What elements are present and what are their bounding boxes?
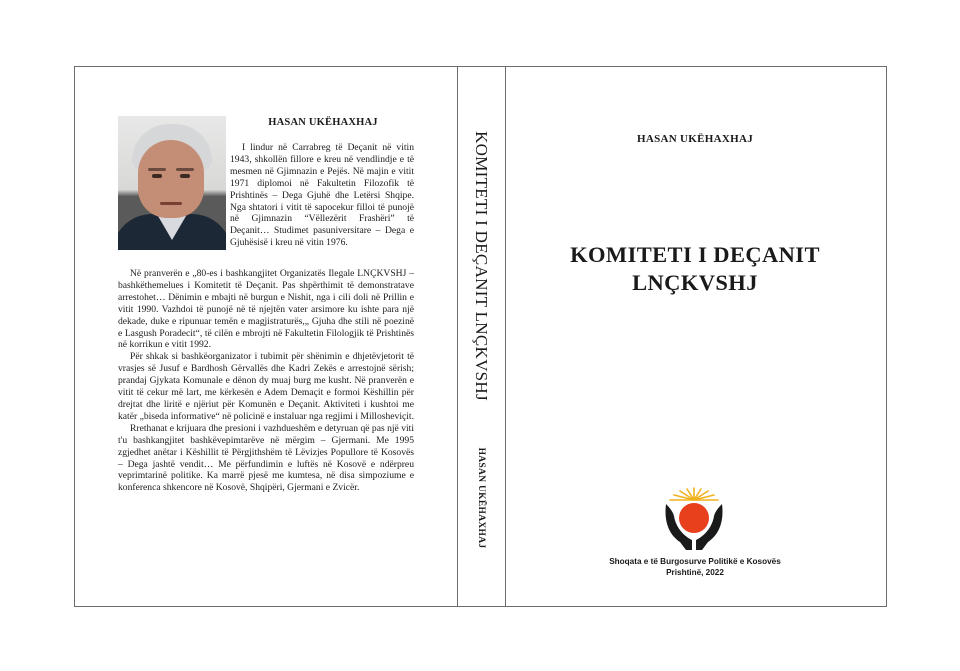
spine-left-edge bbox=[457, 66, 458, 607]
biography-paragraph-3: Për shkak si bashkëorganizator i tubimit për shënimin e dhjetëvjetorit të vrasjes së Jusuf e Bardhosh Gërvallës dhe Kadri Zekës e arrestojnë sërish; prandaj Gjykata Komunale e dënon dy muaj burg me kusht. Në pranverën e vitit të cekur më lart, me kërkesën e Adem Demaçit e formoi Këshillin për drejtat dhe liritë e njëriut për Komunën e Deçanit. Aktiviteti i kushtoi me katër „biseda informative“ në policinë e instaluar nga regjimi i Millosheviçit. bbox=[118, 351, 414, 422]
biography-paragraph-1: I lindur në Carrabreg të Deçanit në vitin 1943, shkollën fillore e kreu në vendlindje e të mesmen në Gjimnazin e Pejës. Në majin e vitit 1971 diplomoi në Fakultetin Filozofik të Prishtinës – Dega Gjuhë dhe Letërsi Shqipe. Nga shtatori i vitit të sapocekur filloi të punojë në Gjimnazin “Vëllezërit Frashëri” të Deçanit… Studimet pasuniversitare – Dega e Gjuhësisë i kreu në vitin 1976. bbox=[230, 142, 414, 249]
front-cover-author: HASAN UKËHAXHAJ bbox=[636, 133, 754, 145]
front-cover-title bbox=[540, 241, 850, 297]
biography-intro bbox=[230, 142, 414, 249]
title-line-2: LNÇKVSHJ bbox=[632, 270, 758, 295]
publisher-name: Shoqata e të Burgosurve Politikë e Kosovës bbox=[609, 557, 781, 566]
publisher-place-year: Prishtinë, 2022 bbox=[666, 568, 724, 577]
spine-title: KOMITETI I DEÇANIT LNÇKVSHJ bbox=[472, 131, 491, 401]
title-line-1: KOMITETI I DEÇANIT bbox=[570, 242, 820, 267]
biography-body bbox=[118, 268, 414, 494]
back-cover-author: HASAN UKËHAXHAJ bbox=[268, 117, 378, 128]
publisher-info bbox=[590, 556, 800, 578]
spine-author: HASAN UKËHAXHAJ bbox=[476, 447, 486, 549]
biography-paragraph-2: Në pranverën e „80-es i bashkangjitet Organizatës Ilegale LNÇKVSHJ – bashkëthemelues i Komitetit të Deçanit. Pas shpërthimit të demonstratave arrestohet… Dënimin e mbajti në burgun e Nishit, nga i cili doli në Prillin e vitit 1990. Vazhdoi të punojë në të njejtën vater arsimore ku ishte para një dekade, duke e ripunuar temën e magjistraturës,„ Gjuha dhe stili në poezinë e Lasgush Poradecit“, të cilën e mbrojti në Fakultetin Filologjik të Prishtinës në korrikun e vitit 1992. bbox=[118, 268, 414, 351]
author-portrait-photo bbox=[118, 116, 226, 250]
spine-right-edge bbox=[505, 66, 506, 607]
publisher-logo-icon bbox=[662, 486, 726, 552]
biography-paragraph-4: Rrethanat e krijuara dhe presioni i vazhdueshëm e detyruan që pas një viti t'u bashkangjitet bashkëvepimtarëve në mërgim – Gjermani. Me 1995 zgjedhet anëtar i Këshillit të Përgjithshëm të Lëvizjes Popullore të Kosovës – Dega jashtë vendit… Me përfundimin e luftës në Kosovë e ndërpreu veprimtarinë politike. Ka marrë pjesë me kumtesa, në disa simpoziume e konferenca shkencore në Kosovë, Shqipëri, Gjermani e Zvicër. bbox=[118, 422, 414, 494]
